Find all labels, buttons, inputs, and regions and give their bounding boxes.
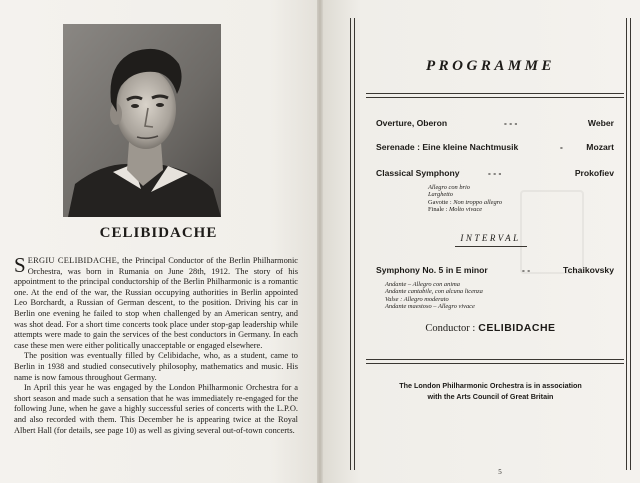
composer-name: Weber <box>587 118 614 128</box>
composer-name: Mozart <box>586 142 614 152</box>
bio-paragraph-2: The position was eventually filled by Celibidache, who, as a student, came to Berlin in 1938 and studied consecutively philosophy, mathematics and music. His name is now famous throughout Germany. <box>14 351 298 382</box>
work-title: Overture, Oberon <box>376 118 448 128</box>
interval-label: INTERVAL <box>460 233 521 243</box>
work-title: Serenade : Eine kleine Nachtmusik <box>376 142 519 152</box>
movement: Gavotte : Non troppo allegro <box>428 198 503 206</box>
conductor-portrait-photo <box>63 24 221 217</box>
frame-rule-left-inner <box>354 18 355 470</box>
work-title: Classical Symphony <box>376 168 460 178</box>
programme-item <box>376 168 614 180</box>
association-note <box>355 380 626 402</box>
movement: Andante maestoso – Allegro vivace <box>385 303 475 311</box>
programme-item <box>376 118 614 130</box>
programme-item <box>376 265 614 277</box>
leader-dashes: - - - <box>504 118 518 128</box>
movement: Larghetto <box>428 191 453 199</box>
frame-rule-right-inner <box>626 18 627 470</box>
work-title: Symphony No. 5 in E minor <box>376 265 488 275</box>
movement: Valse : Allegro moderato <box>385 295 449 303</box>
bio-paragraph-1 <box>14 253 298 351</box>
conductor-credit <box>355 322 626 334</box>
movement: Andante – Allegro con anima <box>385 281 460 288</box>
conductor-name: CELIBIDACHE <box>478 322 556 334</box>
footer-rule-top <box>366 359 624 360</box>
movement: Finale : Molto vivace <box>428 206 483 214</box>
bio-paragraph-3: In April this year he was engaged by the London Philharmonic Orchestra for a short season and made such a sensation that he was immediately re-engaged for the following June, when he gave a highly successful series of concerts with the L.P.O. and also recorded with them. This December he is appearing twice at the Royal Albert Hall (for details, see page 10) as well as giving several out-of-town concerts. <box>14 383 298 435</box>
page-number: 5 <box>498 468 502 476</box>
frame-rule-right-outer <box>630 18 631 470</box>
interval-underline <box>455 246 527 247</box>
drop-cap: S <box>14 253 26 277</box>
title-rule-top <box>366 93 624 94</box>
programme-item <box>376 142 614 154</box>
bio-paragraph-1-text: the Principal Conductor of the Berlin Philharmonic Orchestra, was born in Rumania on June 28th, 1912. The story of his appointment to the principal conductorship of the Berlin Philharmonic is a romantic one. At the end of the war, the Russian occupying authorities in Berlin appointed Leo Borchardt, a Russian of German descent, to the position. Driving his car in Berlin one evening he failed to stop when challenged by an American sentry, and was shot dead. For a short time concerts took place under stop-gap leadership while attempts were made to gain the services of the best conductors in Germany. In each case these men were either politically unacceptable or engaged elsewhere. <box>14 256 298 350</box>
movement: Allegro con brio <box>428 184 471 191</box>
composer-name: Prokofiev <box>574 168 614 178</box>
association-line-2: with the Arts Council of Great Britain <box>427 392 554 401</box>
bio-first-words: ERGIU CELIBIDACHE, <box>27 256 120 265</box>
movement-list <box>385 281 483 311</box>
title-rule-bottom <box>366 97 624 98</box>
conductor-name-heading: CELIBIDACHE <box>99 225 218 241</box>
footer-rule-bottom <box>366 363 624 364</box>
composer-name: Tchaikovsky <box>563 265 614 275</box>
association-line-1: The London Philharmonic Orchestra is in association <box>399 381 582 390</box>
conductor-label: Conductor : <box>425 323 476 334</box>
biography-text <box>14 253 298 436</box>
programme-title: PROGRAMME <box>425 58 556 74</box>
movement-list <box>428 184 502 214</box>
leader-dashes: - <box>560 142 563 152</box>
show-through-shadow <box>520 190 584 274</box>
leader-dashes: - - - <box>488 168 502 178</box>
frame-rule-left-outer <box>350 18 351 470</box>
leader-dashes: - - <box>522 265 531 275</box>
movement: Andante cantabile, con alcuna licenza <box>385 288 483 296</box>
